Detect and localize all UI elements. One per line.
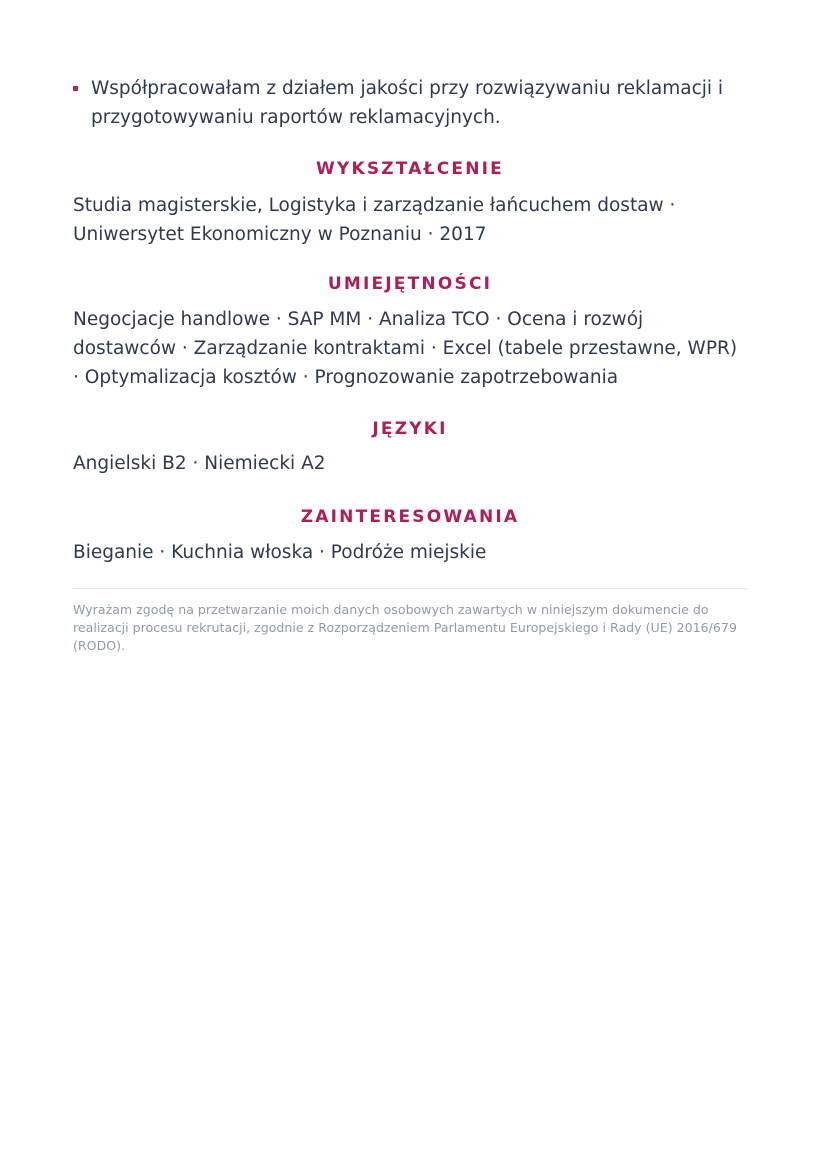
experience-bullet-item xyxy=(73,74,747,132)
interests-text: Bieganie · Kuchnia włoska · Podróże miejskie xyxy=(73,542,487,563)
gdpr-consent-clause: Wyrażam zgodę na przetwarzanie moich danych osobowych zawartych w niniejszym dokumencie do realizacji procesu rekrutacji, zgodnie z Rozporządzeniem Parlamentu Europejskiego i Rady (UE) 2016/679 (RODO). xyxy=(73,602,737,653)
interests-section-title: ZAINTERESOWANIA xyxy=(300,507,520,527)
experience-bullet-text: Współpracowałam z działem jakości przy rozwiązywaniu reklamacji i przygotowywaniu raportów reklamacyjnych. xyxy=(91,78,724,128)
education-text: Studia magisterskie, Logistyka i zarządzanie łańcuchem dostaw · Uniwersytet Ekonomiczny w Poznaniu · 2017 xyxy=(73,195,676,245)
languages-text: Angielski B2 · Niemiecki A2 xyxy=(73,453,326,474)
skills-section-title: UMIEJĘTNOŚCI xyxy=(327,274,493,294)
education-section-title: WYKSZTAŁCENIE xyxy=(315,159,504,179)
square-bullet-icon xyxy=(73,86,78,91)
skills-text: Negocjacje handlowe · SAP MM · Analiza TCO · Ocena i rozwój dostawców · Zarządzanie kontraktami · Excel (tabele przestawne, WPR) · Optymalizacja kosztów · Prognozowanie zapotrzebowania xyxy=(73,309,738,388)
experience-bullet-list xyxy=(73,74,747,132)
languages-section-title: JĘZYKI xyxy=(372,419,448,439)
footer-divider xyxy=(73,588,747,589)
